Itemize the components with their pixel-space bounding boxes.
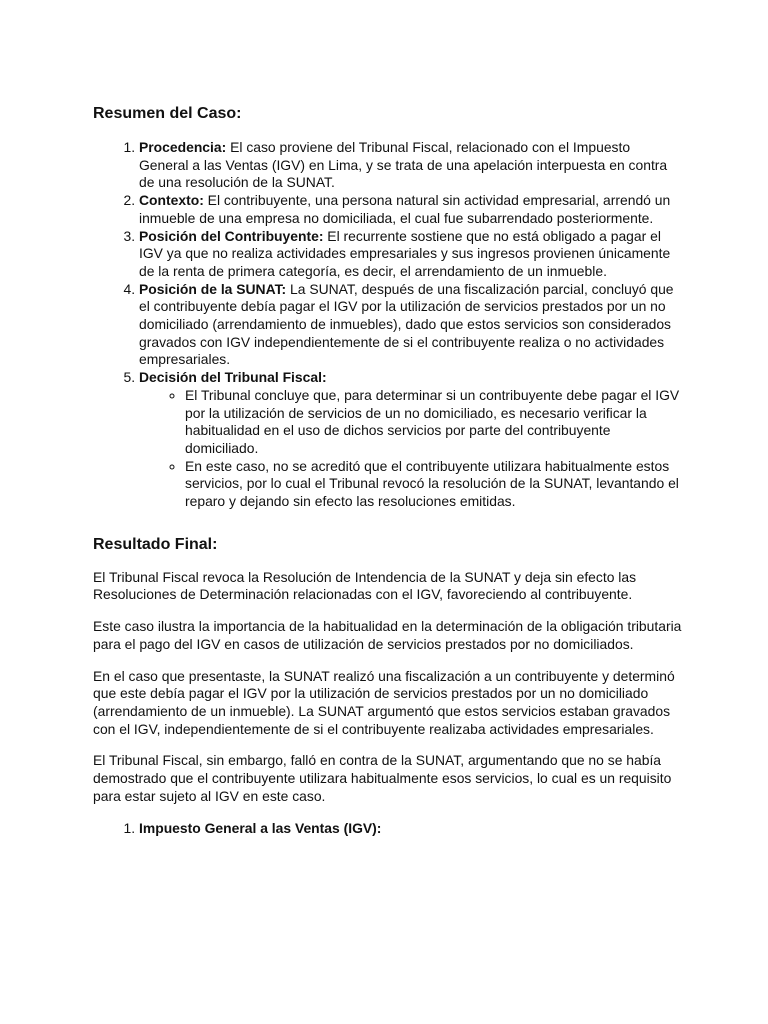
item-text: El recurrente sostiene que no está obligado a pagar el IGV ya que no realiza actividades empresariales y sus ingresos provienen únicamente de la renta de primera categoría, es decir, el arrendamiento de un inmueble. <box>139 227 671 279</box>
result-paragraph: El Tribunal Fiscal, sin embargo, falló en contra de la SUNAT, argumentando que no se había demostrado que el contribuyente utilizara habitualmente esos servicios, lo cual es un requisito para estar sujeto al IGV en este caso. <box>93 752 672 804</box>
result-paragraph: Este caso ilustra la importancia de la habitualidad en la determinación de la obligación tributaria para el pago del IGV en casos de utilización de servicios prestados por no domiciliados. <box>93 618 682 652</box>
document-page <box>93 104 683 837</box>
item-text: La SUNAT, después de una fiscalización parcial, concluyó que el contribuyente debía pagar el IGV por la utilización de servicios prestados por un no domiciliado (arrendamiento de inmuebles), dado que estos servicios son considerados gravados con IGV independientemente de si el contribuyente realiza o no actividades empresariales. <box>139 280 674 368</box>
result-paragraph: El Tribunal Fiscal revoca la Resolución de Intendencia de la SUNAT y deja sin efecto las Resoluciones de Determinación relacionadas con el IGV, favoreciendo al contribuyente. <box>93 568 637 603</box>
decision-sublist <box>139 387 683 511</box>
decision-subitem: ◦ En este caso, no se acreditó que el contribuyente utilizara habitualmente estos servicios, por lo cual el Tribunal revocó la resolución de la SUNAT, levantando el reparo y dejando sin efecto las resoluciones emitidas. <box>185 458 683 511</box>
item-label: Posición de la SUNAT: <box>139 280 287 297</box>
result-paragraph: En el caso que presentaste, la SUNAT realizó una fiscalización a un contribuyente y determinó que este debía pagar el IGV por la utilización de servicios prestados por un no domiciliado (arrendamiento de un inmueble). La SUNAT argumentó que estos servicios estaban gravados con el IGV, independientemente de si el contribuyente realizaba actividades empresariales. <box>93 667 675 737</box>
decision-subitem: ◦ El Tribunal concluye que, para determinar si un contribuyente debe pagar el IGV por la utilización de servicios de un no domiciliado, es necesario verificar la habitualidad en el uso de dichos servicios por parte del contribuyente domiciliado. <box>185 387 683 458</box>
result-list <box>93 820 683 838</box>
item-label: Procedencia: <box>139 139 227 155</box>
result-heading: Resultado Final: <box>93 535 218 553</box>
summary-item-posicion-contribuyente <box>139 228 683 281</box>
item-label: Impuesto General a las Ventas (IGV): <box>139 819 382 836</box>
summary-item-decision-tribunal <box>139 369 683 511</box>
item-text: El contribuyente, una persona natural sin actividad empresarial, arrendó un inmueble de una empresa no domiciliada, el cual fue subarrendado posteriormente. <box>139 192 671 226</box>
result-item-igv <box>139 820 683 838</box>
summary-item-contexto <box>139 192 683 227</box>
item-label: Posición del Contribuyente: <box>139 227 324 244</box>
item-label: Contexto: <box>139 192 204 209</box>
summary-item-posicion-sunat <box>139 281 683 370</box>
summary-item-procedencia <box>139 139 683 192</box>
summary-heading: Resumen del Caso: <box>93 105 242 122</box>
summary-list <box>93 139 683 511</box>
item-label: Decisión del Tribunal Fiscal: <box>139 369 327 386</box>
item-text: El caso proviene del Tribunal Fiscal, relacionado con el Impuesto General a las Ventas (IGV) en Lima, y se trata de una apelación interpuesta en contra de una resolución de la SUNAT. <box>139 139 668 191</box>
